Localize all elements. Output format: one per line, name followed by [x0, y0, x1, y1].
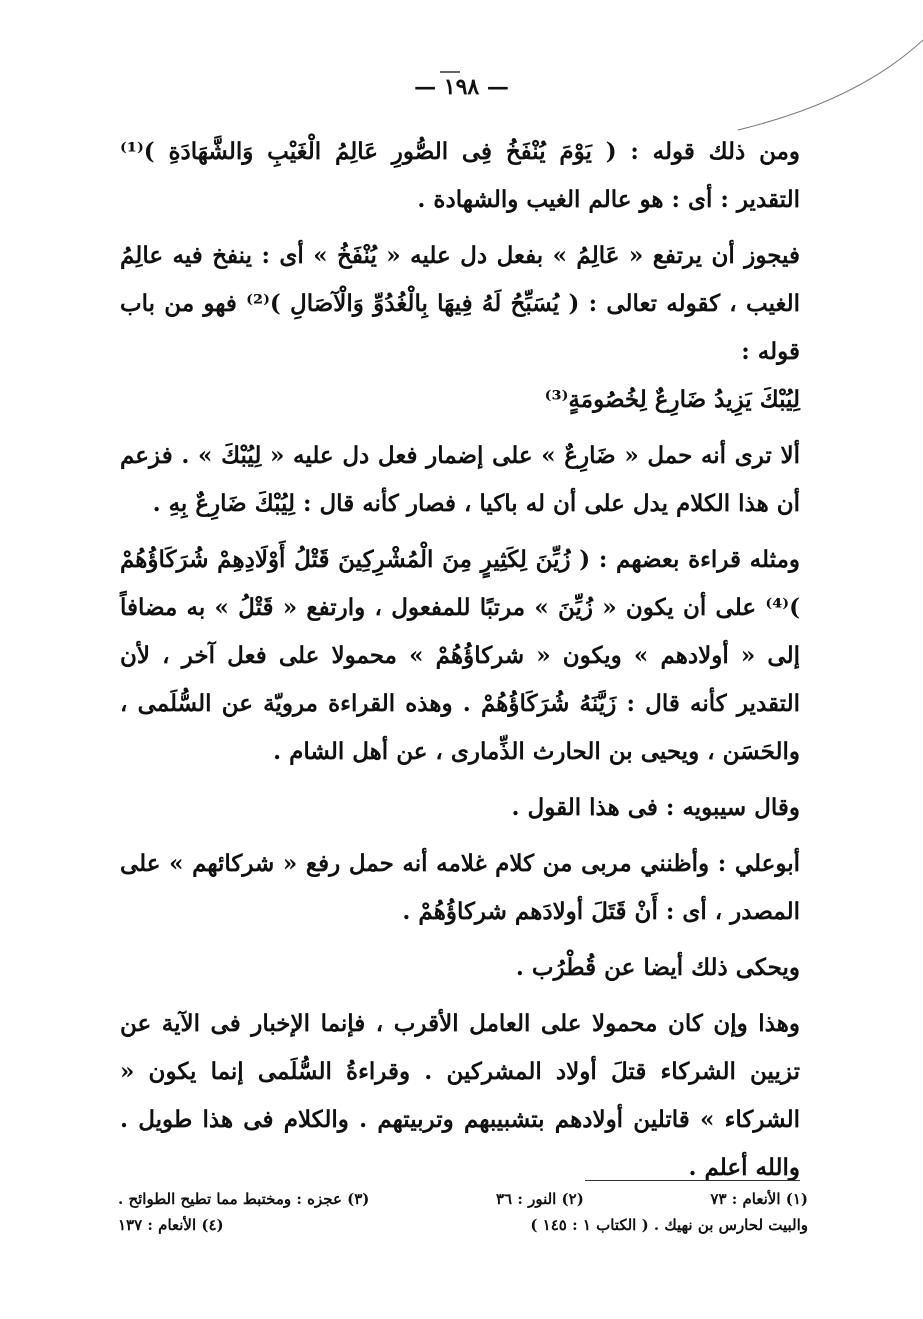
paragraph-8: وهذا وإن كان محمولا على العامل الأقرب ، فإنما الإخبار فى الآية عن تزيين الشركاء قتلَ أولاد المشركين . وقراءةُ السُّلَمى إنما يكون « الشركاء » قاتلين أولادهم بتشبيبهم وتربيتهم . والكلام فى هذا طويل . والله أعلم . [120, 1010, 800, 1181]
verse-line [120, 376, 800, 424]
footnote-verse-source: والبيت لحارس بن نهيك . ( الكتاب ١ : ١٤٥ ) [530, 1216, 808, 1234]
page-number: — ١٩٨ — [414, 74, 509, 100]
paragraph-4: ومثله قراءة بعضهم : ( زُيِّنَ لِكَثِيرٍ مِنَ الْمُشْرِكِينَ قَتْلُ أَوْلَادِهِمْ شُرَكَاؤُهُمْ )⁽⁴⁾ على أن يكون « زُيِّنَ » مرتبًا للمفعول ، وارتفع « قَتْلُ » به مضافاً إلى « أولادهم » ويكون « شركاؤُهُمْ » محمولا على فعل آخر ، لأن التقدير كأنه قال : زَيَّنَهُ شُرَكَاؤُهُمْ . وهذه القراءة مرويّة عن السُّلَمى ، والحَسَن ، ويحيى بن الحارث الذِّمارى ، عن أهل الشام . [120, 546, 800, 765]
footnote-2: (٢) النور : ٣٦ [495, 1190, 584, 1208]
paragraph-6: أبوعلي : وأظنني مربى من كلام غلامه أنه حمل رفع « شركائهم » على المصدر ، أى : أَنْ قَتَلَ أولادَهم شركاؤُهُمْ . [120, 850, 800, 925]
footnote-3: (٣) عجزه : ومختبط مما تطيح الطوائح . [118, 1190, 370, 1208]
footnote-row-1 [118, 1186, 808, 1212]
page-body [120, 128, 800, 1200]
paragraph-5: وقال سيبويه : فى هذا القول . [511, 794, 800, 821]
footnote-4: (٤) الأنعام : ١٣٧ [118, 1216, 224, 1234]
paragraph-2: فيجوز أن يرتفع « عَالِمُ » بفعل دل عليه « يُنْفَخُ » أى : ينفخ فيه عالِمُ الغيب ، كقوله تعالى : ( يُسَبِّحُ لَهُ فِيهَا بِالْغُدُوِّ وَالْآصَالِ )⁽²⁾ فهو من باب قوله : [120, 242, 800, 365]
footnote-divider [585, 1180, 800, 1181]
footnote-1: (١) الأنعام : ٧٣ [710, 1190, 808, 1208]
paragraph-3: ألا ترى أنه حمل « ضَارِعٌ » على إضمار فعل دل عليه « لِيُبْكَ » . فزعم أن هذا الكلام يدل على أن له باكيا ، فصار كأنه قال : لِيُبْكَ ضَارِعٌ بِهِ . [120, 442, 800, 517]
verse-line-text: لِيُبْكَ يَزِيدُ ضَارِعٌ لِخُصُومَةٍ⁽³⁾ [544, 386, 800, 413]
footnotes [118, 1186, 808, 1238]
paragraph-7: ويحكى ذلك أيضا عن قُطْرُب . [515, 954, 800, 981]
footnote-row-2 [118, 1212, 808, 1238]
paragraph-1: ومن ذلك قوله : ( يَوْمَ يُنْفَخُ فِى الصُّورِ عَالِمُ الْغَيْبِ وَالشَّهَادَةِ )⁽¹⁾ التقدير : أى : هو عالم الغيب والشهادة . [120, 138, 800, 213]
